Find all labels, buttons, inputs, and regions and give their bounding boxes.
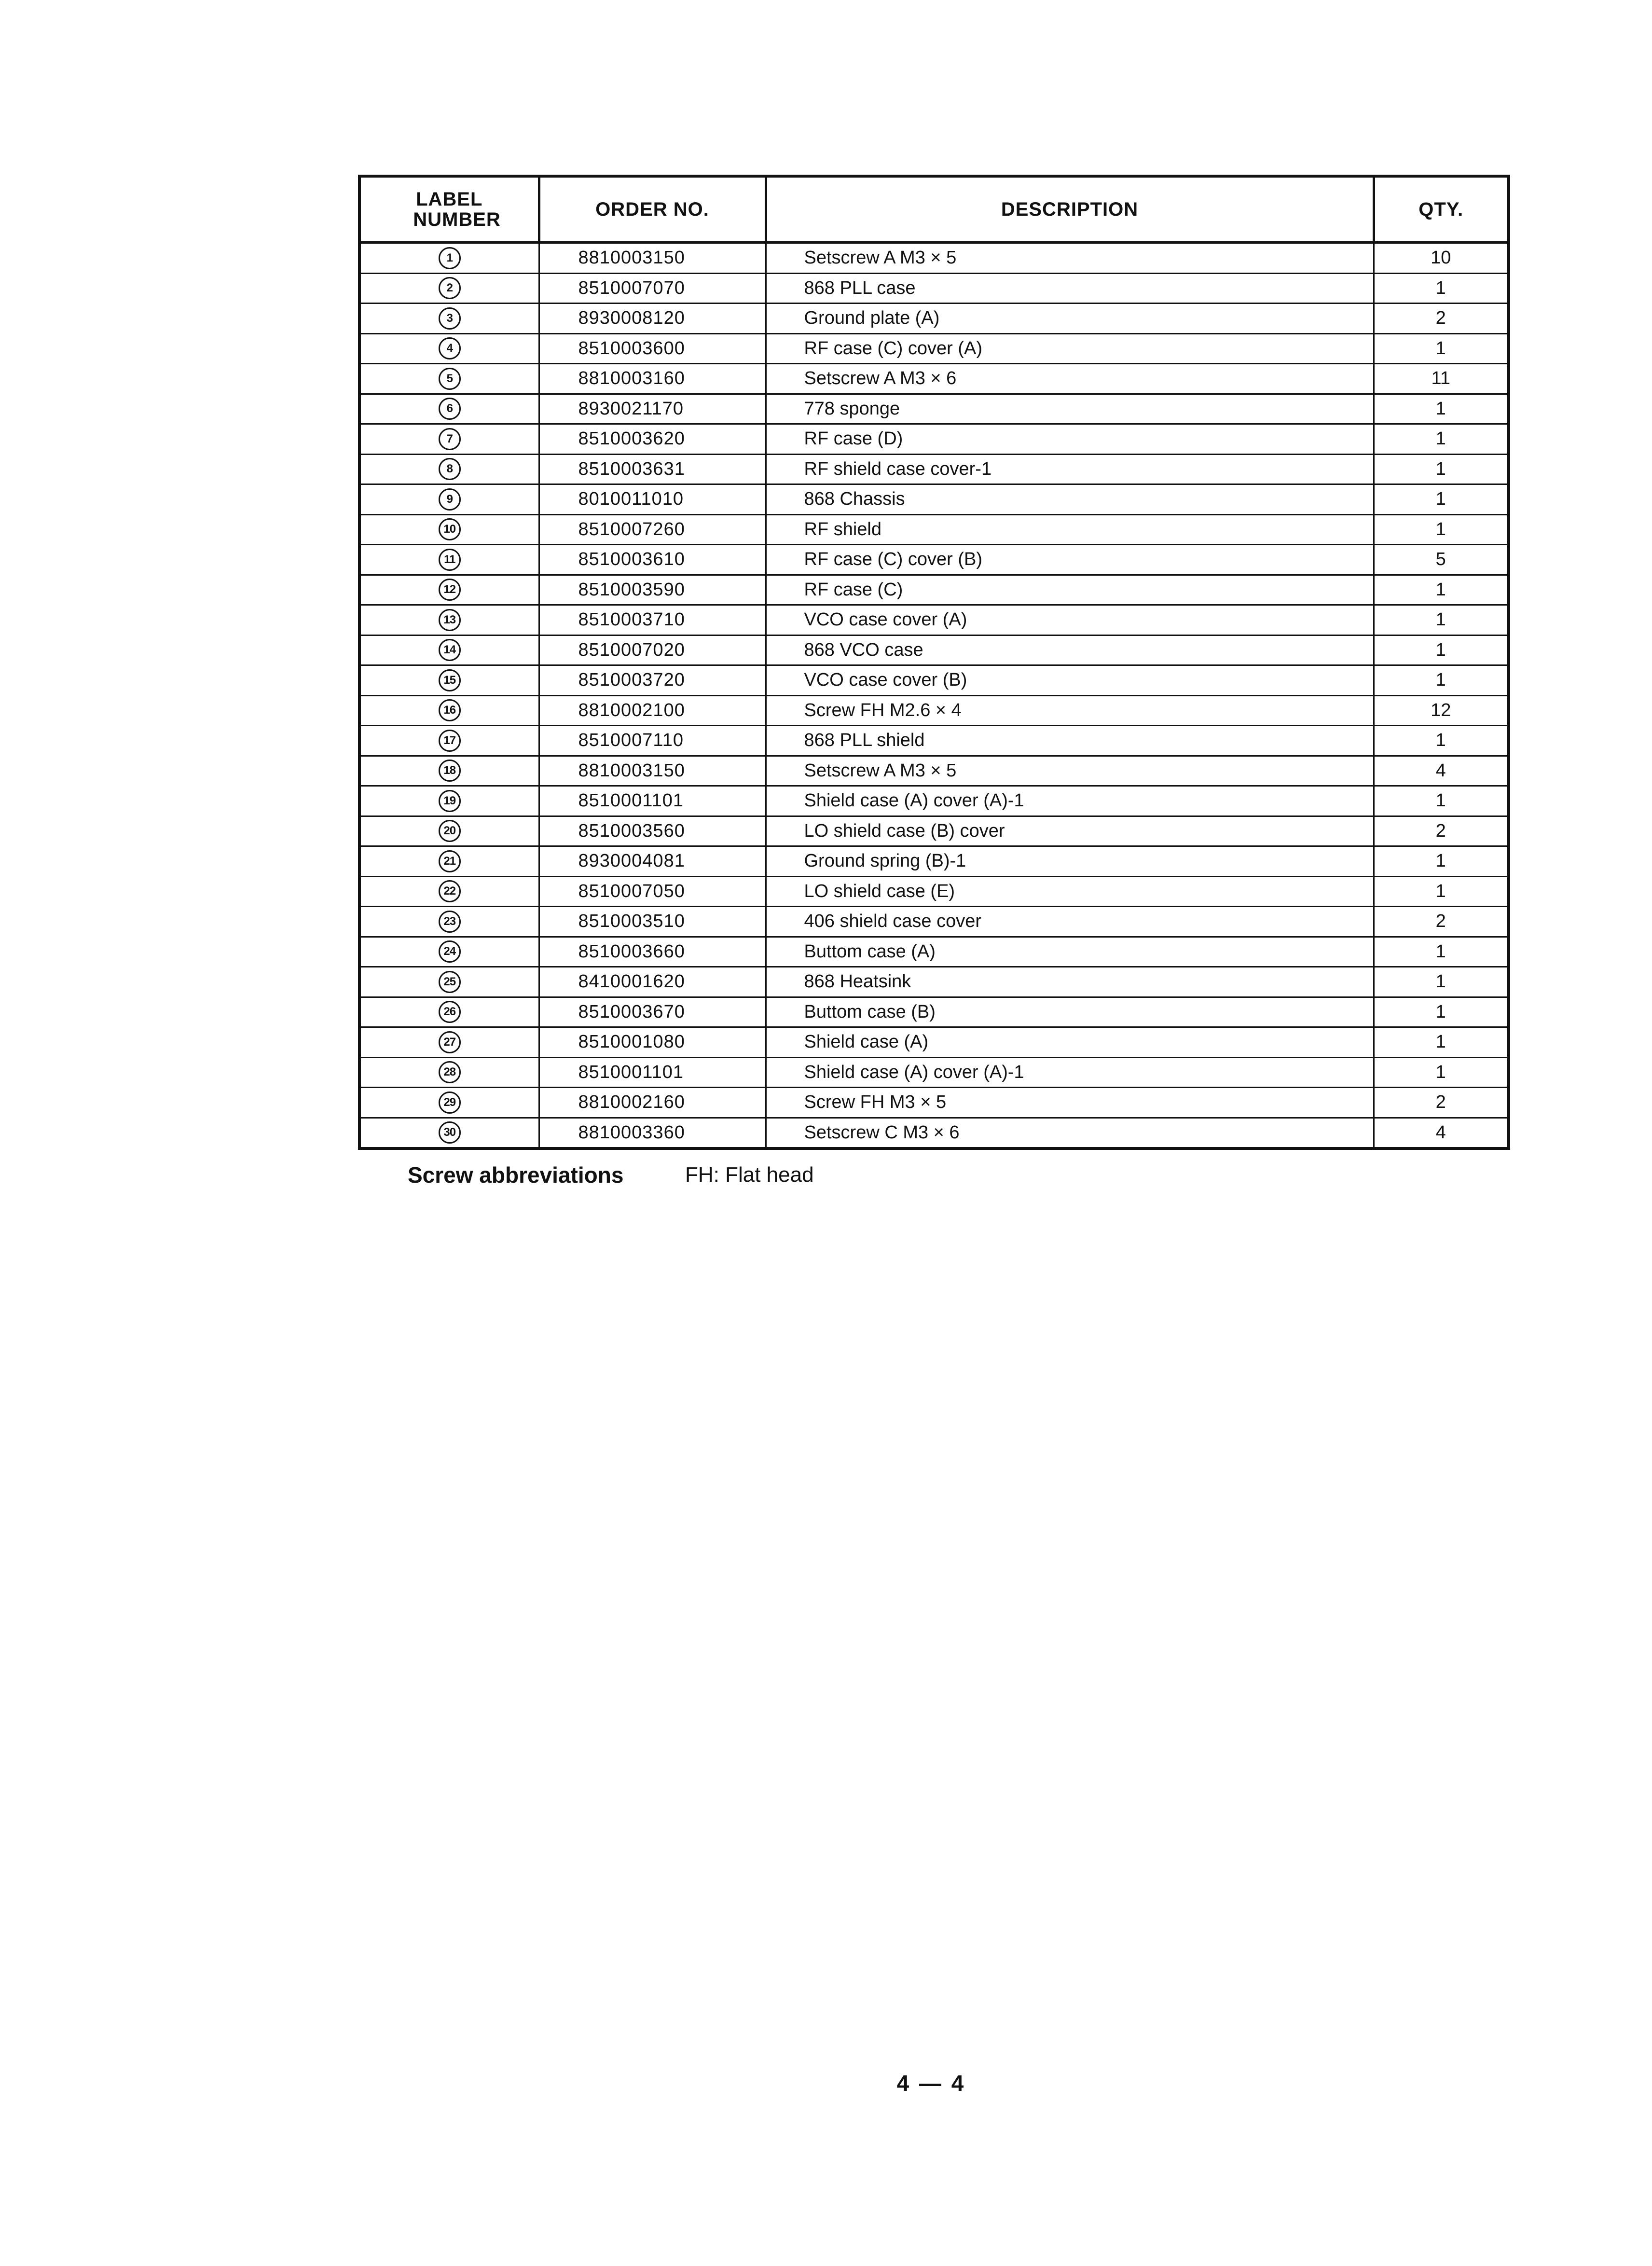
description-cell: 868 Chassis: [766, 484, 1374, 515]
description-cell: 868 Heatsink: [766, 967, 1374, 997]
circled-label-number: 7: [439, 428, 461, 450]
description-cell: Buttom case (A): [766, 937, 1374, 967]
label-number-cell: [359, 273, 539, 304]
table-row: [359, 605, 1509, 636]
circled-label-number: 29: [439, 1092, 461, 1114]
table-row: [359, 575, 1509, 605]
qty-cell: 1: [1374, 605, 1509, 636]
qty-cell: 1: [1374, 665, 1509, 696]
label-number-cell: [359, 1088, 539, 1118]
qty-cell: 2: [1374, 1088, 1509, 1118]
circled-label-number: 11: [439, 549, 461, 571]
order-no-cell: 8810003150: [539, 243, 766, 274]
label-number-cell: [359, 786, 539, 816]
label-number-cell: [359, 876, 539, 907]
circled-label-number: 12: [439, 579, 461, 601]
table-row: [359, 907, 1509, 937]
header-description: DESCRIPTION: [766, 176, 1374, 243]
description-cell: RF case (D): [766, 424, 1374, 455]
description-cell: 868 PLL shield: [766, 726, 1374, 756]
header-label-number-text: LABEL NUMBER: [413, 189, 501, 230]
table-header-row: [359, 176, 1509, 243]
footnote-title: Screw abbreviations: [408, 1162, 624, 1188]
circled-label-number: 17: [439, 730, 461, 752]
table-row: [359, 1057, 1509, 1088]
label-number-cell: [359, 756, 539, 786]
table-row: [359, 545, 1509, 575]
description-cell: Setscrew A M3 × 5: [766, 243, 1374, 274]
description-cell: LO shield case (E): [766, 876, 1374, 907]
label-number-cell: [359, 484, 539, 515]
table-row: [359, 454, 1509, 484]
circled-label-number: 6: [439, 398, 461, 420]
circled-label-number: 18: [439, 760, 461, 782]
order-no-cell: 8510003710: [539, 605, 766, 636]
label-number-cell: [359, 665, 539, 696]
table-row: [359, 695, 1509, 726]
qty-cell: 1: [1374, 937, 1509, 967]
order-no-cell: 8510003590: [539, 575, 766, 605]
description-cell: Ground spring (B)-1: [766, 846, 1374, 877]
table-row: [359, 273, 1509, 304]
description-cell: RF case (C) cover (B): [766, 545, 1374, 575]
order-no-cell: 8510003631: [539, 454, 766, 484]
qty-cell: 1: [1374, 635, 1509, 665]
qty-cell: 1: [1374, 484, 1509, 515]
label-number-cell: [359, 1057, 539, 1088]
label-number-cell: [359, 454, 539, 484]
qty-cell: 1: [1374, 786, 1509, 816]
qty-cell: 12: [1374, 695, 1509, 726]
screw-abbreviations-note: [0, 1162, 1652, 1196]
footnote-text: FH: Flat head: [685, 1163, 814, 1187]
description-cell: Buttom case (B): [766, 997, 1374, 1027]
table-row: [359, 1118, 1509, 1148]
qty-cell: 1: [1374, 424, 1509, 455]
circled-label-number: 5: [439, 368, 461, 390]
label-number-cell: [359, 514, 539, 545]
order-no-cell: 8510003670: [539, 997, 766, 1027]
qty-cell: 1: [1374, 575, 1509, 605]
qty-cell: 11: [1374, 364, 1509, 394]
order-no-cell: 8510003620: [539, 424, 766, 455]
description-cell: 868 VCO case: [766, 635, 1374, 665]
description-cell: 778 sponge: [766, 394, 1374, 424]
circled-label-number: 22: [439, 880, 461, 902]
circled-label-number: 20: [439, 820, 461, 842]
order-no-cell: 8510001101: [539, 1057, 766, 1088]
table-row: [359, 937, 1509, 967]
order-no-cell: 8810003360: [539, 1118, 766, 1148]
label-number-cell: [359, 243, 539, 274]
order-no-cell: 8510007020: [539, 635, 766, 665]
circled-label-number: 25: [439, 971, 461, 993]
table-row: [359, 243, 1509, 274]
label-number-cell: [359, 575, 539, 605]
header-qty: QTY.: [1374, 176, 1509, 243]
description-cell: Shield case (A) cover (A)-1: [766, 786, 1374, 816]
parts-list-table: [358, 175, 1510, 1150]
circled-label-number: 2: [439, 277, 461, 299]
circled-label-number: 16: [439, 699, 461, 721]
circled-label-number: 21: [439, 850, 461, 872]
description-cell: VCO case cover (A): [766, 605, 1374, 636]
description-cell: RF shield: [766, 514, 1374, 545]
circled-label-number: 28: [439, 1061, 461, 1083]
order-no-cell: 8510007260: [539, 514, 766, 545]
order-no-cell: 8510001101: [539, 786, 766, 816]
label-number-cell: [359, 1118, 539, 1148]
label-number-cell: [359, 967, 539, 997]
label-number-cell: [359, 304, 539, 334]
qty-cell: 1: [1374, 967, 1509, 997]
order-no-cell: 8810002100: [539, 695, 766, 726]
qty-cell: 1: [1374, 846, 1509, 877]
qty-cell: 2: [1374, 304, 1509, 334]
description-cell: Screw FH M2.6 × 4: [766, 695, 1374, 726]
qty-cell: 10: [1374, 243, 1509, 274]
table-row: [359, 786, 1509, 816]
circled-label-number: 19: [439, 790, 461, 812]
order-no-cell: 8510003720: [539, 665, 766, 696]
qty-cell: 5: [1374, 545, 1509, 575]
description-cell: Setscrew C M3 × 6: [766, 1118, 1374, 1148]
order-no-cell: 8930021170: [539, 394, 766, 424]
table-row: [359, 364, 1509, 394]
table-row: [359, 816, 1509, 846]
circled-label-number: 27: [439, 1031, 461, 1053]
circled-label-number: 9: [439, 488, 461, 511]
order-no-cell: 8510003510: [539, 907, 766, 937]
circled-label-number: 23: [439, 911, 461, 933]
label-number-cell: [359, 1027, 539, 1058]
description-cell: RF case (C): [766, 575, 1374, 605]
order-no-cell: 8930004081: [539, 846, 766, 877]
circled-label-number: 30: [439, 1121, 461, 1144]
circled-label-number: 3: [439, 307, 461, 330]
table-row: [359, 635, 1509, 665]
description-cell: 406 shield case cover: [766, 907, 1374, 937]
circled-label-number: 4: [439, 337, 461, 359]
order-no-cell: 8510003560: [539, 816, 766, 846]
label-number-cell: [359, 545, 539, 575]
header-label-number: [359, 176, 539, 243]
order-no-cell: 8510003610: [539, 545, 766, 575]
table-row: [359, 967, 1509, 997]
circled-label-number: 1: [439, 247, 461, 269]
qty-cell: 1: [1374, 454, 1509, 484]
table-row: [359, 756, 1509, 786]
parts-table-body: [359, 243, 1509, 1149]
qty-cell: 1: [1374, 726, 1509, 756]
order-no-cell: 8510007050: [539, 876, 766, 907]
circled-label-number: 24: [439, 940, 461, 963]
table-row: [359, 333, 1509, 364]
table-row: [359, 484, 1509, 515]
table-row: [359, 846, 1509, 877]
circled-label-number: 14: [439, 639, 461, 661]
label-number-cell: [359, 394, 539, 424]
table-row: [359, 726, 1509, 756]
table-row: [359, 304, 1509, 334]
label-number-cell: [359, 907, 539, 937]
description-cell: Shield case (A) cover (A)-1: [766, 1057, 1374, 1088]
description-cell: Shield case (A): [766, 1027, 1374, 1058]
qty-cell: 1: [1374, 394, 1509, 424]
order-no-cell: 8010011010: [539, 484, 766, 515]
order-no-cell: 8510007070: [539, 273, 766, 304]
header-order-no: ORDER NO.: [539, 176, 766, 243]
label-number-cell: [359, 997, 539, 1027]
table-row: [359, 665, 1509, 696]
order-no-cell: 8810003150: [539, 756, 766, 786]
label-number-cell: [359, 364, 539, 394]
description-cell: 868 PLL case: [766, 273, 1374, 304]
table-row: [359, 1088, 1509, 1118]
order-no-cell: 8810002160: [539, 1088, 766, 1118]
order-no-cell: 8810003160: [539, 364, 766, 394]
table-row: [359, 997, 1509, 1027]
circled-label-number: 13: [439, 609, 461, 631]
qty-cell: 1: [1374, 514, 1509, 545]
label-number-cell: [359, 726, 539, 756]
qty-cell: 2: [1374, 907, 1509, 937]
qty-cell: 1: [1374, 273, 1509, 304]
qty-cell: 1: [1374, 1057, 1509, 1088]
label-number-cell: [359, 424, 539, 455]
label-number-cell: [359, 816, 539, 846]
description-cell: Setscrew A M3 × 5: [766, 756, 1374, 786]
table-row: [359, 514, 1509, 545]
label-number-cell: [359, 695, 539, 726]
table-row: [359, 424, 1509, 455]
label-number-cell: [359, 846, 539, 877]
description-cell: RF shield case cover-1: [766, 454, 1374, 484]
qty-cell: 4: [1374, 756, 1509, 786]
qty-cell: 1: [1374, 1027, 1509, 1058]
description-cell: Setscrew A M3 × 6: [766, 364, 1374, 394]
label-number-cell: [359, 605, 539, 636]
table-row: [359, 876, 1509, 907]
page-number: 4 — 4: [896, 2071, 966, 2096]
table-row: [359, 394, 1509, 424]
description-cell: VCO case cover (B): [766, 665, 1374, 696]
description-cell: RF case (C) cover (A): [766, 333, 1374, 364]
label-number-cell: [359, 333, 539, 364]
description-cell: Ground plate (A): [766, 304, 1374, 334]
circled-label-number: 8: [439, 458, 461, 480]
order-no-cell: 8510003660: [539, 937, 766, 967]
order-no-cell: 8510001080: [539, 1027, 766, 1058]
circled-label-number: 26: [439, 1001, 461, 1023]
order-no-cell: 8510007110: [539, 726, 766, 756]
qty-cell: 4: [1374, 1118, 1509, 1148]
label-number-cell: [359, 937, 539, 967]
qty-cell: 1: [1374, 997, 1509, 1027]
circled-label-number: 15: [439, 669, 461, 691]
label-number-cell: [359, 635, 539, 665]
description-cell: LO shield case (B) cover: [766, 816, 1374, 846]
order-no-cell: 8930008120: [539, 304, 766, 334]
order-no-cell: 8510003600: [539, 333, 766, 364]
qty-cell: 1: [1374, 333, 1509, 364]
qty-cell: 2: [1374, 816, 1509, 846]
circled-label-number: 10: [439, 518, 461, 540]
order-no-cell: 8410001620: [539, 967, 766, 997]
table-row: [359, 1027, 1509, 1058]
qty-cell: 1: [1374, 876, 1509, 907]
description-cell: Screw FH M3 × 5: [766, 1088, 1374, 1118]
